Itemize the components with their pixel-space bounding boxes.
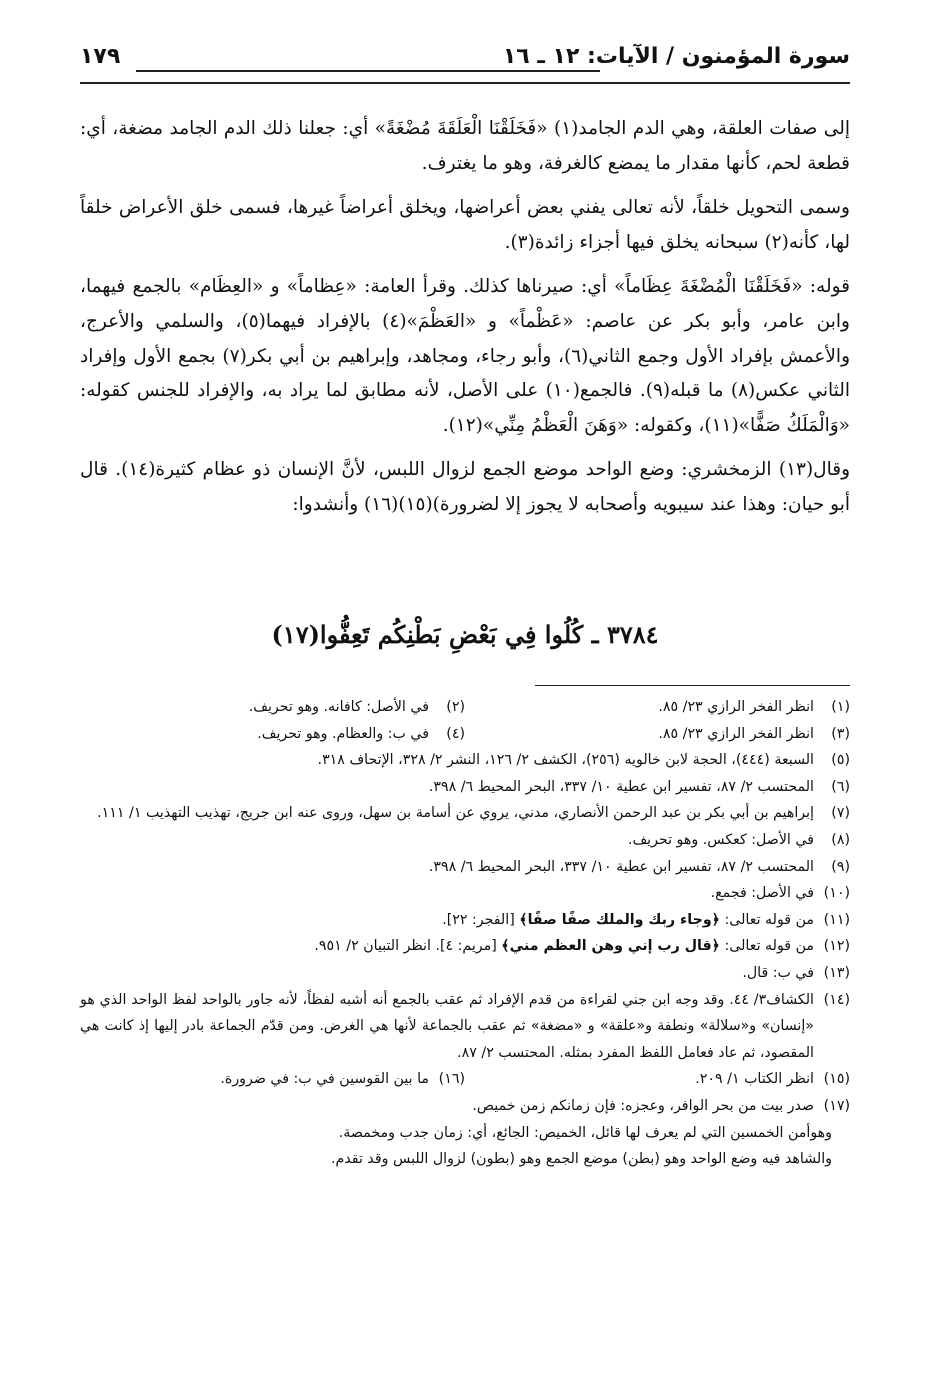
footnote-text: في ب: والعظام. وهو تحريف. xyxy=(257,725,429,742)
footnote-11 xyxy=(80,907,850,934)
footnote-10 xyxy=(80,880,850,907)
surah-title: سورة المؤمنون / الآيات: ١٢ ـ ١٦ xyxy=(502,44,850,69)
footnote-7 xyxy=(80,800,850,827)
footnote-row xyxy=(80,694,850,721)
footnote-suffix: [مريم: ٤]. انظر التبيان ٢/ ٩٥١. xyxy=(314,938,502,955)
footnote-13 xyxy=(80,960,850,987)
footnote-9 xyxy=(80,854,850,881)
footnote-separator xyxy=(535,685,850,686)
footnote-text: في الأصل: فجمع. xyxy=(710,885,814,902)
footnote-prefix: من قوله تعالى: xyxy=(719,938,814,955)
page-number: ١٧٩ xyxy=(80,44,121,69)
footnote-suffix: [الفجر: ٢٢]. xyxy=(442,911,520,928)
header-rule xyxy=(136,70,600,72)
footnote-number: (١٠) xyxy=(823,885,850,902)
main-text xyxy=(80,112,850,535)
footnote-14 xyxy=(80,987,850,1067)
footnote-12 xyxy=(80,933,850,960)
footnote-4 xyxy=(80,721,465,748)
footnote-text: إبراهيم بن أبي بكر بن عبد الرحمن الأنصاري، مدني، يروي عن أسامة بن سهل، وروى عنه ابن جريج، تهذيب التهذيب ١/ ١١١. xyxy=(97,805,814,822)
paragraph-3: قوله: «فَخَلَقْنَا الْمُضْغَةَ عِظَاماً» أي: صيرناها كذلك. وقرأ العامة: «عِظاماً» و «العِظَام» بالجمع فيهما، وابن عامر، وأبو بكر عن عاصم: «عَظْماً» و «العَظْمَ»(٤) بالإفراد فيهما(٥)، والسلمي والأعرج، والأعمش بإفراد الأول وجمع الثاني(٦)، وأبو رجاء، ومجاهد، وإبراهيم بن أبي بكر(٧) بجمع الأول وإفراد الثاني عكس(٨) ما قبله(٩). فالجمع(١٠) على الأصل، لأنه مطابق لما يراد به، والإفراد للجنس كقوله: «وَالْمَلَكُ صَفًّا»(١١)، وكقوله: «وَهَنَ الْعَظْمُ مِنِّي»(١٢). xyxy=(80,276,851,436)
footnote-number: (١٧) xyxy=(823,1097,850,1114)
footnote-6 xyxy=(80,774,850,801)
footnote-number: (١٤) xyxy=(823,991,850,1008)
footnote-17 xyxy=(80,1093,850,1120)
footnote-number: (١٣) xyxy=(823,964,850,981)
footnote-text: صدر بيت من بحر الوافر، وعجزه: فإن زمانكم زمن خميص. xyxy=(472,1097,814,1114)
footnote-prefix: من قوله تعالى: xyxy=(719,911,814,928)
footnote-5 xyxy=(80,747,850,774)
footnote-text: المحتسب ٢/ ٨٧، تفسير ابن عطية ١٠/ ٣٣٧، البحر المحيط ٦/ ٣٩٨. xyxy=(428,858,814,875)
quran-quote: ﴿قال رب إني وهن العظم مني﴾ xyxy=(501,938,720,955)
paragraph-4: وقال(١٣) الزمخشري: وضع الواحد موضع الجمع لزوال اللبس، لأنَّ الإنسان ذو عظام كثيرة(١٤). قال أبو حيان: وهذا عند سيبويه وأصحابه لا يجوز إلا لضرورة)(١٥)(١٦) وأنشدوا: xyxy=(80,459,851,515)
footnote-1 xyxy=(465,694,850,721)
footnote-text: ما بين القوسين في ب: في ضرورة. xyxy=(220,1071,429,1088)
footnote-number: (١) xyxy=(831,699,850,715)
poetry-verse: ٣٧٨٤ ـ كُلُوا فِي بَعْضِ بَطْنِكُم تَعِفُّوا(١٧) xyxy=(271,620,659,649)
footnotes xyxy=(80,694,850,1173)
footnote-2 xyxy=(80,694,465,721)
footnote-8 xyxy=(80,827,850,854)
footnote-text: السبعة (٤٤٤)، الحجة لابن خالويه (٢٥٦)، الكشف ٢/ ١٢٦، النشر ٢/ ٣٢٨، الإتحاف ٣١٨. xyxy=(317,752,814,769)
footnote-15 xyxy=(465,1066,850,1093)
footnote-17-continuation: وهوأمن الخمسين التي لم يعرف لها قائل، الخميص: الجائع، أي: زمان جدب ومخمصة. xyxy=(338,1124,832,1141)
footnote-16 xyxy=(80,1066,465,1093)
footnote-number: (٢) xyxy=(446,699,465,715)
paragraph-2: وسمى التحويل خلقاً، لأنه تعالى يفني بعض أعراضها، ويخلق أعراضاً غيرها، فسمى خلق الأعراض خلقاً لها، كأنه(٢) سبحانه يخلق فيها أجزاء زائدة(٣). xyxy=(80,197,850,253)
footnote-number: (٤) xyxy=(446,725,465,742)
footnote-number: (٦) xyxy=(831,778,850,795)
quran-quote: ﴿وجاء ربك والملك صفًا صفًا﴾ xyxy=(519,911,720,928)
footnote-row xyxy=(80,721,850,748)
footnote-number: (١١) xyxy=(823,911,850,928)
footnote-text xyxy=(80,907,814,934)
footnote-text: في الأصل: كافانه. وهو تحريف. xyxy=(248,699,429,715)
footnote-text: انظر الفخر الرازي ٢٣/ ٨٥. xyxy=(658,699,814,715)
page-header xyxy=(80,42,850,84)
footnote-text: في ب: قال. xyxy=(742,964,814,981)
footnote-17-continuation: والشاهد فيه وضع الواحد وهو (بطن) موضع الجمع وهو (بطون) لزوال اللبس وقد تقدم. xyxy=(331,1151,832,1168)
footnote-3 xyxy=(465,721,850,748)
paragraph-1: إلى صفات العلقة، وهي الدم الجامد(١) «فَخَلَقْنَا الْعَلَقَةَ مُضْغَةً» أي: جعلنا ذلك الدم الجامد مضغة، أي: قطعة لحم، كأنها مقدار ما يمضع كالغرفة، وهو ما يغترف. xyxy=(80,118,850,174)
footnote-text: المحتسب ٢/ ٨٧، تفسير ابن عطية ١٠/ ٣٣٧، البحر المحيط ٦/ ٣٩٨. xyxy=(428,778,814,795)
footnote-text: انظر الكتاب ١/ ٢٠٩. xyxy=(695,1071,814,1088)
footnote-number: (٨) xyxy=(831,831,850,848)
footnote-text: في الأصل: كعكس. وهو تحريف. xyxy=(627,831,814,848)
footnote-number: (١٢) xyxy=(823,938,850,955)
footnote-number: (٥) xyxy=(831,752,850,769)
footnote-number: (١٥) xyxy=(823,1071,850,1088)
footnote-number: (٣) xyxy=(831,725,850,742)
footnote-number: (١٦) xyxy=(438,1071,465,1088)
footnote-text: الكشاف٣/ ٤٤. وقد وجه ابن جني لقراءة من قدم الإفراد ثم عقب بالجمع أنه أشبه لفظاً، لأنه جاور بالواحد لفظ الواحد الذي هو «إنسان» و«سلالة» ونطفة و«علقة» و «مضغة» ثم عقب بالجماعة لأنها هي الغرض. ومن قدّم الجماعة بادر إليها إذ كانت هي المقصود، ثم عاد فعامل اللفظ المفرد بمثله. المحتسب ٢/ ٨٧. xyxy=(80,991,814,1061)
footnote-text xyxy=(80,933,814,960)
footnote-number: (٩) xyxy=(831,858,850,875)
footnote-row xyxy=(80,1066,850,1093)
footnote-number: (٧) xyxy=(831,805,850,822)
footnote-text: انظر الفخر الرازي ٢٣/ ٨٥. xyxy=(658,725,814,742)
